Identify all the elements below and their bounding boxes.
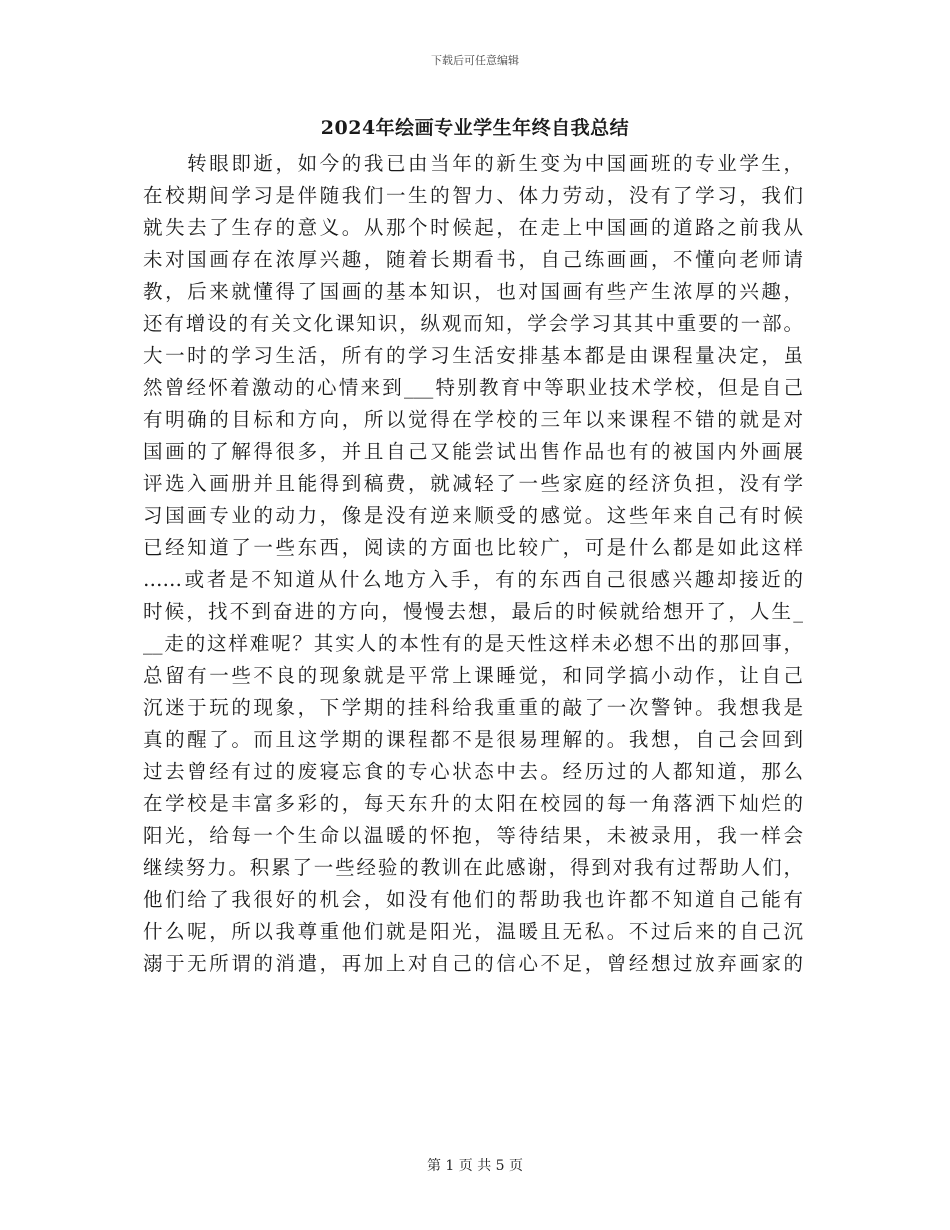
text-line: 在校期间学习是伴随我们一生的智力、体力劳动，没有了学习，我们 xyxy=(143,184,803,207)
text-line: 有明确的目标和方向，所以觉得在学校的三年以来课程不错的就是对 xyxy=(143,408,803,431)
text-line: 沉迷于玩的现象，下学期的挂科给我重重的敲了一次警钟。我想我是 xyxy=(143,696,803,719)
text-line: 真的醒了。而且这学期的课程都不是很易理解的。我想，自己会回到 xyxy=(143,728,803,751)
text-line: 转眼即逝，如今的我已由当年的新生变为中国画班的专业学生， xyxy=(143,152,803,175)
text-line: 什么呢，所以我尊重他们就是阳光，温暖且无私。不过后来的自己沉 xyxy=(143,920,803,943)
text-line: 大一时的学习生活，所有的学习生活安排基本都是由课程量决定，虽 xyxy=(143,344,803,367)
document-title: 2024年绘画专业学生年终自我总结 xyxy=(320,117,630,139)
text-line: 教，后来就懂得了国画的基本知识，也对国画有些产生浓厚的兴趣， xyxy=(143,280,803,303)
text-line: 未对国画存在浓厚兴趣，随着长期看书，自己练画画，不懂向老师请 xyxy=(143,248,803,271)
text-line: 已经知道了一些东西，阅读的方面也比较广，可是什么都是如此这样 xyxy=(143,536,803,559)
text-line: 国画的了解得很多，并且自己又能尝试出售作品也有的被国内外画展 xyxy=(143,440,803,463)
text-line: 然曾经怀着激动的心情来到___特别教育中等职业技术学校，但是自己 xyxy=(143,376,803,399)
text-line: 习国画专业的动力，像是没有逆来顺受的感觉。这些年来自己有时候 xyxy=(143,504,803,527)
text-line: 继续努力。积累了一些经验的教训在此感谢，得到对我有过帮助人们， xyxy=(143,856,803,879)
text-line: 时候，找不到奋进的方向，慢慢去想，最后的时候就给想开了，人生_ xyxy=(143,600,803,623)
body-text xyxy=(143,148,803,980)
text-line: __走的这样难呢？其实人的本性有的是天性这样未必想不出的那回事， xyxy=(143,632,803,655)
text-line: 他们给了我很好的机会，如没有他们的帮助我也许都不知道自己能有 xyxy=(143,888,803,911)
text-line: 就失去了生存的意义。从那个时候起，在走上中国画的道路之前我从 xyxy=(143,216,803,239)
text-line: 评选入画册并且能得到稿费，就减轻了一些家庭的经济负担，没有学 xyxy=(143,472,803,495)
text-line: 过去曾经有过的废寝忘食的专心状态中去。经历过的人都知道，那么 xyxy=(143,760,803,783)
text-line: 在学校是丰富多彩的，每天东升的太阳在校园的每一角落洒下灿烂的 xyxy=(143,792,803,815)
text-line: 总留有一些不良的现象就是平常上课睡觉，和同学搞小动作，让自己 xyxy=(143,664,803,687)
text-line: ……或者是不知道从什么地方入手，有的东西自己很感兴趣却接近的 xyxy=(143,568,803,591)
text-line: 还有增设的有关文化课知识，纵观而知，学会学习其其中重要的一部。 xyxy=(143,312,803,335)
text-line: 阳光，给每一个生命以温暖的怀抱，等待结果，未被录用，我一样会 xyxy=(143,824,803,847)
download-note: 下载后可任意编辑 xyxy=(431,54,519,67)
text-line: 溺于无所谓的消遣，再加上对自己的信心不足，曾经想过放弃画家的 xyxy=(143,952,803,975)
page-number: 第 1 页 共 5 页 xyxy=(426,1158,524,1174)
